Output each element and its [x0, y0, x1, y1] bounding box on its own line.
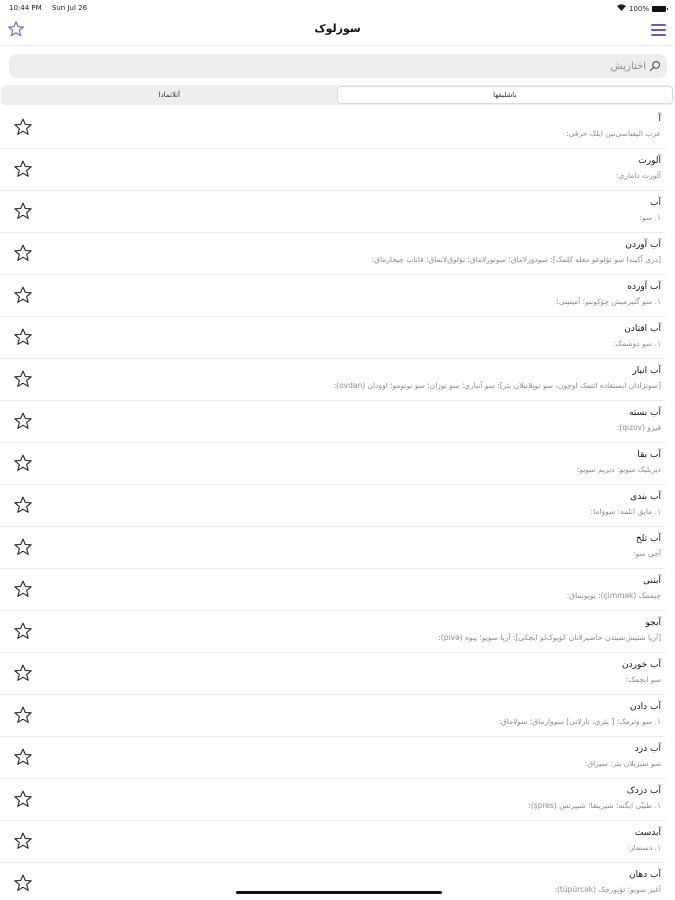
entry-text	[61, 701, 661, 729]
star-outline-icon	[13, 458, 33, 477]
entry-definition: آجی سو:	[632, 549, 661, 558]
list-item[interactable]	[0, 191, 665, 233]
star-outline-icon	[13, 332, 33, 351]
entry-definition: عرب الیفباسی‌نین ایلک حرفی:	[566, 129, 661, 138]
entry-word: آبتنی	[643, 576, 661, 586]
list-item[interactable]	[0, 443, 665, 485]
entry-definition: [آرپا شتیش‌سیندن حاضیرلانان کؤپوک‌لو ایچکی]: آرپا سویو؛ پیوه (pivə):	[438, 633, 661, 642]
entry-word: آب آوردن	[625, 240, 661, 250]
status-bar	[0, 0, 675, 16]
star-outline-icon	[13, 878, 33, 897]
favorite-toggle[interactable]	[13, 159, 33, 179]
entry-text	[61, 785, 661, 813]
status-date: Sun Jul 26	[51, 4, 88, 12]
segment-bashliqlar[interactable]: باشلیقها	[337, 86, 674, 104]
star-outline-icon	[13, 836, 33, 855]
favorite-toggle[interactable]	[13, 285, 33, 305]
favorite-toggle[interactable]	[13, 327, 33, 347]
list-item[interactable]	[0, 149, 665, 191]
list-item[interactable]	[0, 527, 665, 569]
list-item[interactable]	[0, 233, 665, 275]
entry-text	[61, 533, 661, 561]
favorite-toggle[interactable]	[13, 117, 33, 137]
list-item[interactable]	[0, 737, 665, 779]
entry-word: آب افتادن	[624, 324, 661, 334]
entry-word: آب دزد	[634, 744, 661, 754]
entry-text	[61, 365, 661, 393]
star-outline-icon	[13, 542, 33, 561]
favorite-toggle[interactable]	[13, 789, 33, 809]
favorite-toggle[interactable]	[13, 831, 33, 851]
list-item[interactable]	[0, 863, 665, 900]
entry-word: آب خوردن	[621, 660, 661, 670]
entry-definition: دیریلیک سویو؛ دیریم سویو:	[576, 465, 661, 474]
star-outline-icon	[13, 794, 33, 813]
favorite-toggle[interactable]	[13, 243, 33, 263]
star-outline-icon	[13, 416, 33, 435]
entry-text	[61, 491, 661, 519]
entry-definition: ۱. دستماز:	[627, 843, 661, 852]
entry-word: آب بندی	[630, 492, 661, 502]
list-item[interactable]	[0, 695, 665, 737]
entry-word: آب آورده	[627, 282, 661, 292]
star-outline-icon	[13, 626, 33, 645]
star-outline-icon	[13, 206, 33, 225]
wifi-icon	[617, 4, 626, 13]
favorite-toggle[interactable]	[13, 411, 33, 431]
entry-definition: آغیز سویو؛ تؤپورجک (tüpürcək):	[554, 885, 661, 894]
star-outline-icon	[13, 500, 33, 519]
entry-definition: قیزو (qızov):	[616, 423, 661, 432]
battery-percent: 100%	[628, 4, 649, 13]
star-outline-icon	[13, 584, 33, 603]
entry-text	[61, 113, 661, 141]
list-item[interactable]	[0, 275, 665, 317]
entry-definition: سو سیزیلان یئر: سیزاق:	[584, 759, 661, 768]
favorite-toggle[interactable]	[13, 621, 33, 641]
favorite-toggle[interactable]	[13, 873, 33, 893]
entry-word: آب انبار	[632, 366, 661, 376]
list-item[interactable]	[0, 653, 665, 695]
list-item[interactable]	[0, 317, 665, 359]
entry-text	[61, 155, 661, 183]
entry-text	[61, 743, 661, 771]
entry-word: آب دادن	[630, 702, 661, 712]
list-item[interactable]	[0, 485, 665, 527]
list-item[interactable]	[0, 401, 665, 443]
home-indicator	[236, 891, 442, 894]
entry-text	[61, 239, 661, 267]
page-title: سوزلوک	[314, 22, 361, 35]
entry-definition: ۱. سو دوشمک:	[612, 339, 661, 348]
entry-definition: سو ایچمک:	[625, 675, 661, 684]
segment-atlatmada[interactable]: آتلاتمادا	[158, 91, 180, 99]
entry-word: آبدست	[634, 828, 661, 838]
list-item[interactable]	[0, 611, 665, 653]
entry-text	[61, 827, 661, 855]
star-outline-icon	[13, 752, 33, 771]
menu-button[interactable]	[651, 24, 666, 36]
search-bar	[9, 54, 667, 78]
favorite-toggle[interactable]	[13, 495, 33, 515]
entry-definition: ۱. طبیّی ایگنه؛ شیرینقا؛ شیپرتس (şpres):	[528, 801, 661, 810]
list-item[interactable]	[0, 821, 665, 863]
entry-text	[61, 575, 661, 603]
list-item[interactable]	[0, 779, 665, 821]
favorite-toggle[interactable]	[13, 705, 33, 725]
search-input[interactable]	[46, 61, 646, 72]
entry-word: آب دهان	[629, 870, 661, 880]
star-outline-icon	[13, 164, 33, 183]
entry-definition: چیممک (çimmək): یویونماق:	[566, 591, 661, 600]
entry-word: آ	[658, 114, 661, 124]
entry-word: آبجو	[645, 618, 661, 628]
entry-text	[61, 659, 661, 687]
favorite-toggle[interactable]	[13, 663, 33, 683]
entry-word: آب	[650, 198, 661, 208]
entry-word: آب بقا	[637, 450, 661, 460]
list-item[interactable]	[0, 107, 665, 149]
star-outline-icon	[13, 122, 33, 141]
entry-word: آب دزدک	[626, 786, 661, 796]
entry-text	[61, 323, 661, 351]
entry-definition: ۱. مایق ائلمه: سوواما:	[590, 507, 661, 516]
entry-text	[61, 617, 661, 645]
favorite-toggle[interactable]	[13, 453, 33, 473]
entry-text	[61, 281, 661, 309]
hamburger-menu-icon	[651, 24, 666, 36]
entry-definition: [سوتزادان ایستفاده ائتمک اوچون، سو توپلانیلان یئر]: سو آنباری؛ سو توزان؛ سو توتومو؛ اوودان (ovdan):	[333, 381, 661, 390]
list-item[interactable]	[0, 359, 665, 401]
entry-word: آب تلخ	[635, 534, 661, 544]
entry-definition: [دری آکیندا سو تؤلوغو معله کلمک]: سودورلاماق؛ سوتورلاماق؛ تؤلوق‌لانماق؛ قاناپ چیخارماق:	[371, 255, 661, 264]
star-outline-icon	[13, 710, 33, 729]
star-outline-icon	[13, 290, 33, 309]
status-time: 10:44 PM	[9, 4, 42, 12]
star-outline-icon	[13, 248, 33, 267]
favorite-toggle[interactable]	[13, 201, 33, 221]
favorite-toggle[interactable]	[13, 579, 33, 599]
dictionary-list	[0, 107, 675, 900]
entry-text	[61, 449, 661, 477]
battery-icon	[652, 6, 666, 12]
entry-word: آب بسته	[629, 408, 661, 418]
entry-word: آلورت	[638, 156, 661, 166]
entry-definition: آلورت داماری:	[615, 171, 661, 180]
entry-text	[61, 407, 661, 435]
entry-definition: ۱. سو وئرمک؛ [ یئری، تارلانی] سووارماق؛ سولاماق:	[498, 717, 661, 726]
segmented-control	[1, 85, 674, 105]
favorite-toggle[interactable]	[13, 369, 33, 389]
favorite-toggle[interactable]	[13, 537, 33, 557]
search-icon	[649, 60, 661, 72]
favorite-toggle[interactable]	[13, 747, 33, 767]
list-item[interactable]	[0, 569, 665, 611]
star-outline-icon	[13, 374, 33, 393]
star-outline-icon	[13, 668, 33, 687]
navigation-bar	[0, 16, 675, 46]
entry-text	[61, 197, 661, 225]
entry-definition: ۱. سو:	[639, 213, 661, 222]
entry-definition: ۱. سو گتیرمیش چؤکونتو؛ آمیتیتی:	[556, 297, 661, 306]
